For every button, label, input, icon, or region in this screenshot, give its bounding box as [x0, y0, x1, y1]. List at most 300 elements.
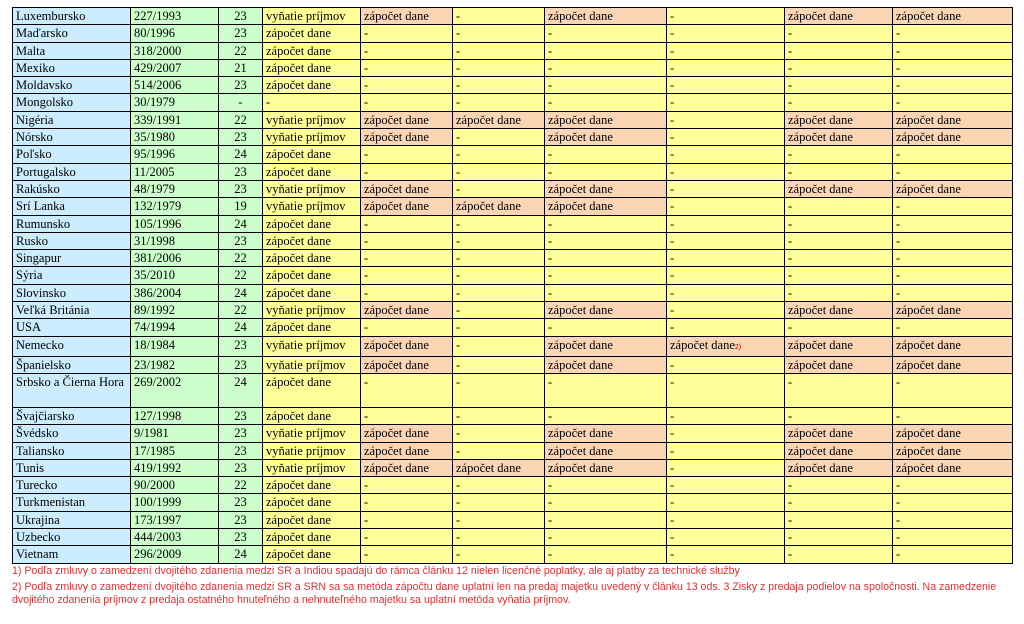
- income-c5-cell: [785, 232, 893, 249]
- law-number-cell: 35/2010: [131, 267, 219, 284]
- country-cell: Španielsko: [13, 356, 131, 373]
- income-c2-cell: [453, 302, 545, 319]
- income-c4-cell: [667, 407, 785, 424]
- income-c1-cell: [361, 425, 453, 442]
- method-cell: vyňatie príjmov: [263, 459, 361, 476]
- income-c1-cell: [361, 407, 453, 424]
- table-row: [13, 459, 1013, 476]
- cell-value: -: [896, 147, 901, 162]
- country-cell: Nemecko: [13, 336, 131, 356]
- article-cell: 23: [219, 529, 263, 546]
- income-c2-cell: [453, 59, 545, 76]
- method-cell: zápočet dane: [263, 284, 361, 301]
- cell-value: -: [670, 408, 675, 423]
- cell-value: zápočet dane: [548, 337, 613, 352]
- cell-value: -: [548, 233, 553, 248]
- treaty-table-wrapper: [12, 7, 1012, 607]
- income-c5-cell: [785, 494, 893, 511]
- law-number-cell: 17/1985: [131, 442, 219, 459]
- cell-value: zápočet dane: [364, 9, 429, 23]
- table-row: [13, 250, 1013, 267]
- cell-value: zápočet dane: [896, 443, 961, 458]
- table-row: [13, 129, 1013, 146]
- law-number-cell: 74/1994: [131, 319, 219, 336]
- article-cell: 23: [219, 77, 263, 94]
- country-cell: Švédsko: [13, 425, 131, 442]
- table-row: [13, 94, 1013, 111]
- cell-value: -: [670, 268, 675, 283]
- method-cell: vyňatie príjmov: [263, 356, 361, 373]
- method-cell: vyňatie príjmov: [263, 302, 361, 319]
- cell-value: -: [456, 164, 461, 179]
- income-c6-cell: [893, 336, 1013, 356]
- income-c3-cell: [545, 477, 667, 494]
- income-c1-cell: [361, 129, 453, 146]
- cell-value: -: [788, 495, 793, 510]
- income-c6-cell: [893, 459, 1013, 476]
- income-c2-cell: [453, 267, 545, 284]
- income-c3-cell: [545, 180, 667, 197]
- cell-value: -: [364, 26, 369, 41]
- income-c2-cell: [453, 336, 545, 356]
- cell-value: -: [456, 374, 461, 389]
- income-c3-cell: [545, 442, 667, 459]
- table-row: [13, 180, 1013, 197]
- country-cell: Taliansko: [13, 442, 131, 459]
- cell-value: -: [456, 478, 461, 493]
- cell-value: zápočet dane: [788, 426, 853, 441]
- income-c6-cell: [893, 77, 1013, 94]
- income-c5-cell: [785, 59, 893, 76]
- income-c5-cell: [785, 250, 893, 267]
- income-c3-cell: [545, 163, 667, 180]
- income-c1-cell: [361, 494, 453, 511]
- method-cell: zápočet dane: [263, 163, 361, 180]
- income-c4-cell: [667, 180, 785, 197]
- income-c4-cell: [667, 284, 785, 301]
- income-c2-cell: [453, 284, 545, 301]
- table-row: [13, 442, 1013, 459]
- income-c6-cell: [893, 425, 1013, 442]
- income-c1-cell: [361, 198, 453, 215]
- income-c3-cell: [545, 494, 667, 511]
- cell-value: -: [548, 78, 553, 93]
- cell-value: -: [896, 199, 901, 214]
- law-number-cell: 444/2003: [131, 529, 219, 546]
- income-c1-cell: [361, 94, 453, 111]
- table-row: [13, 232, 1013, 249]
- income-c5-cell: [785, 8, 893, 25]
- income-c3-cell: [545, 302, 667, 319]
- method-cell: zápočet dane: [263, 529, 361, 546]
- country-cell: Srí Lanka: [13, 198, 131, 215]
- cell-value: -: [670, 530, 675, 545]
- country-cell: Ukrajina: [13, 511, 131, 528]
- cell-value: -: [788, 408, 793, 423]
- income-c6-cell: [893, 302, 1013, 319]
- income-c4-cell: [667, 336, 785, 356]
- income-c6-cell: [893, 494, 1013, 511]
- income-c3-cell: [545, 319, 667, 336]
- article-cell: 23: [219, 8, 263, 25]
- cell-value: -: [456, 512, 461, 527]
- method-cell: zápočet dane: [263, 146, 361, 163]
- cell-value: -: [788, 268, 793, 283]
- cell-value: -: [456, 181, 461, 196]
- country-cell: Mongolsko: [13, 94, 131, 111]
- article-cell: -: [219, 94, 263, 111]
- article-cell: 23: [219, 442, 263, 459]
- cell-value: zápočet dane: [548, 199, 613, 214]
- cell-value: -: [896, 268, 901, 283]
- income-c5-cell: [785, 336, 893, 356]
- cell-value: -: [364, 478, 369, 493]
- country-cell: Nigéria: [13, 111, 131, 128]
- cell-value: -: [364, 78, 369, 93]
- table-body: [13, 8, 1013, 564]
- income-c1-cell: [361, 215, 453, 232]
- article-cell: 24: [219, 215, 263, 232]
- income-c3-cell: [545, 42, 667, 59]
- cell-value: -: [456, 60, 461, 75]
- income-c6-cell: [893, 94, 1013, 111]
- cell-value: -: [788, 285, 793, 300]
- cell-value: -: [670, 78, 675, 93]
- table-row: [13, 284, 1013, 301]
- table-row: [13, 267, 1013, 284]
- cell-value: -: [548, 512, 553, 527]
- cell-value: -: [456, 9, 461, 23]
- method-cell: vyňatie príjmov: [263, 336, 361, 356]
- income-c6-cell: [893, 111, 1013, 128]
- cell-value: -: [548, 43, 553, 58]
- country-cell: Švajčiarsko: [13, 407, 131, 424]
- cell-value: -: [896, 478, 901, 493]
- table-row: [13, 494, 1013, 511]
- cell-value: -: [364, 547, 369, 562]
- income-c1-cell: [361, 442, 453, 459]
- income-c4-cell: [667, 163, 785, 180]
- law-number-cell: 419/1992: [131, 459, 219, 476]
- cell-value: -: [456, 530, 461, 545]
- cell-value: zápočet dane: [456, 112, 521, 127]
- cell-value: -: [456, 251, 461, 266]
- income-c5-cell: [785, 146, 893, 163]
- cell-value: zápočet dane: [364, 199, 429, 214]
- income-c3-cell: [545, 25, 667, 42]
- cell-value: -: [896, 233, 901, 248]
- income-c4-cell: [667, 8, 785, 25]
- cell-value: -: [456, 268, 461, 283]
- cell-value: -: [670, 460, 675, 475]
- cell-value: -: [670, 147, 675, 162]
- cell-value: -: [456, 426, 461, 441]
- cell-value: zápočet dane: [896, 181, 961, 196]
- income-c3-cell: [545, 111, 667, 128]
- law-number-cell: 31/1998: [131, 232, 219, 249]
- article-cell: 23: [219, 425, 263, 442]
- cell-value: -: [548, 95, 553, 110]
- cell-value: -: [788, 147, 793, 162]
- cell-value: -: [670, 320, 675, 335]
- footnotes: [12, 565, 1012, 607]
- income-c5-cell: [785, 180, 893, 197]
- income-c4-cell: [667, 546, 785, 563]
- article-cell: 24: [219, 146, 263, 163]
- article-cell: 23: [219, 25, 263, 42]
- income-c2-cell: [453, 529, 545, 546]
- cell-value: -: [364, 495, 369, 510]
- income-c3-cell: [545, 373, 667, 407]
- cell-value: zápočet dane: [788, 9, 853, 23]
- cell-value: zápočet dane: [788, 112, 853, 127]
- cell-value: -: [670, 26, 675, 41]
- law-number-cell: 386/2004: [131, 284, 219, 301]
- income-c3-cell: [545, 250, 667, 267]
- income-c2-cell: [453, 198, 545, 215]
- method-cell: zápočet dane: [263, 232, 361, 249]
- cell-value: -: [896, 95, 901, 110]
- income-c3-cell: [545, 511, 667, 528]
- income-c2-cell: [453, 407, 545, 424]
- cell-value: -: [364, 320, 369, 335]
- income-c5-cell: [785, 198, 893, 215]
- cell-value: -: [896, 216, 901, 231]
- law-number-cell: 132/1979: [131, 198, 219, 215]
- cell-value: -: [364, 408, 369, 423]
- cell-value: -: [788, 26, 793, 41]
- country-cell: Rakúsko: [13, 180, 131, 197]
- table-row: [13, 319, 1013, 336]
- article-cell: 24: [219, 284, 263, 301]
- country-cell: Slovinsko: [13, 284, 131, 301]
- article-cell: 24: [219, 319, 263, 336]
- cell-value: zápočet dane: [788, 337, 853, 352]
- law-number-cell: 381/2006: [131, 250, 219, 267]
- table-row: [13, 356, 1013, 373]
- income-c2-cell: [453, 180, 545, 197]
- income-c4-cell: [667, 373, 785, 407]
- income-c6-cell: [893, 42, 1013, 59]
- cell-value: -: [548, 495, 553, 510]
- cell-value: -: [456, 26, 461, 41]
- cell-value: -: [896, 547, 901, 562]
- article-cell: 23: [219, 407, 263, 424]
- cell-value: zápočet dane: [896, 460, 961, 475]
- method-cell: vyňatie príjmov: [263, 198, 361, 215]
- cell-value: zápočet dane: [364, 357, 429, 372]
- income-c6-cell: [893, 129, 1013, 146]
- income-c6-cell: [893, 232, 1013, 249]
- income-c3-cell: [545, 425, 667, 442]
- cell-value: -: [670, 43, 675, 58]
- cell-value: -: [456, 216, 461, 231]
- income-c6-cell: [893, 163, 1013, 180]
- income-c3-cell: [545, 232, 667, 249]
- cell-value: -: [670, 495, 675, 510]
- income-c5-cell: [785, 511, 893, 528]
- income-c5-cell: [785, 42, 893, 59]
- country-cell: Singapur: [13, 250, 131, 267]
- income-c4-cell: [667, 425, 785, 442]
- income-c1-cell: [361, 77, 453, 94]
- law-number-cell: 18/1984: [131, 336, 219, 356]
- income-c3-cell: [545, 529, 667, 546]
- cell-value: -: [670, 443, 675, 458]
- income-c3-cell: [545, 267, 667, 284]
- cell-value: -: [548, 320, 553, 335]
- law-number-cell: 89/1992: [131, 302, 219, 319]
- cell-value: -: [364, 374, 369, 389]
- cell-value: -: [364, 60, 369, 75]
- cell-value: -: [548, 285, 553, 300]
- country-cell: Srbsko a Čierna Hora: [13, 373, 131, 407]
- law-number-cell: 269/2002: [131, 373, 219, 407]
- table-row: [13, 146, 1013, 163]
- income-c4-cell: [667, 250, 785, 267]
- income-c2-cell: [453, 77, 545, 94]
- income-c6-cell: [893, 267, 1013, 284]
- cell-value: zápočet dane: [788, 357, 853, 372]
- cell-value: -: [788, 320, 793, 335]
- law-number-cell: 48/1979: [131, 180, 219, 197]
- cell-value: -: [364, 216, 369, 231]
- cell-value: -: [670, 95, 675, 110]
- cell-value: -: [670, 181, 675, 196]
- cell-value: -: [364, 95, 369, 110]
- law-number-cell: 95/1996: [131, 146, 219, 163]
- income-c1-cell: [361, 180, 453, 197]
- income-c1-cell: [361, 59, 453, 76]
- article-cell: 23: [219, 356, 263, 373]
- cell-value: -: [788, 78, 793, 93]
- cell-value: -: [364, 512, 369, 527]
- income-c6-cell: [893, 146, 1013, 163]
- law-number-cell: 11/2005: [131, 163, 219, 180]
- income-c6-cell: [893, 442, 1013, 459]
- double-taxation-table: [12, 7, 1013, 564]
- income-c2-cell: [453, 250, 545, 267]
- cell-value: zápočet dane: [548, 181, 613, 196]
- method-cell: zápočet dane: [263, 77, 361, 94]
- country-cell: Turecko: [13, 477, 131, 494]
- income-c2-cell: [453, 319, 545, 336]
- cell-value: -: [364, 285, 369, 300]
- cell-value: zápočet dane: [364, 181, 429, 196]
- cell-value: -: [456, 495, 461, 510]
- country-cell: Uzbecko: [13, 529, 131, 546]
- income-c5-cell: [785, 407, 893, 424]
- income-c6-cell: [893, 59, 1013, 76]
- table-row: [13, 477, 1013, 494]
- method-cell: zápočet dane: [263, 267, 361, 284]
- income-c1-cell: [361, 356, 453, 373]
- income-c6-cell: [893, 511, 1013, 528]
- method-cell: zápočet dane: [263, 477, 361, 494]
- article-cell: 23: [219, 232, 263, 249]
- cell-value: -: [788, 251, 793, 266]
- table-row: [13, 42, 1013, 59]
- income-c2-cell: [453, 8, 545, 25]
- income-c6-cell: [893, 546, 1013, 563]
- cell-value: -: [788, 199, 793, 214]
- table-row: [13, 77, 1013, 94]
- income-c2-cell: [453, 477, 545, 494]
- income-c2-cell: [453, 511, 545, 528]
- law-number-cell: 514/2006: [131, 77, 219, 94]
- article-cell: 23: [219, 494, 263, 511]
- table-row: [13, 8, 1013, 25]
- income-c3-cell: [545, 146, 667, 163]
- cell-value: -: [670, 9, 675, 23]
- cell-value: zápočet dane: [670, 337, 735, 352]
- method-cell: vyňatie príjmov: [263, 129, 361, 146]
- cell-value: -: [896, 320, 901, 335]
- table-row: [13, 407, 1013, 424]
- cell-value: -: [456, 43, 461, 58]
- income-c4-cell: [667, 77, 785, 94]
- table-row: [13, 198, 1013, 215]
- income-c5-cell: [785, 356, 893, 373]
- income-c4-cell: [667, 94, 785, 111]
- footnote-ref: 2): [734, 343, 742, 351]
- income-c5-cell: [785, 215, 893, 232]
- income-c3-cell: [545, 59, 667, 76]
- table-row: [13, 25, 1013, 42]
- method-cell: vyňatie príjmov: [263, 8, 361, 25]
- article-cell: 22: [219, 267, 263, 284]
- income-c1-cell: [361, 373, 453, 407]
- method-cell: zápočet dane: [263, 494, 361, 511]
- income-c6-cell: [893, 180, 1013, 197]
- method-cell: zápočet dane: [263, 407, 361, 424]
- cell-value: -: [548, 26, 553, 41]
- cell-value: -: [788, 530, 793, 545]
- cell-value: -: [788, 43, 793, 58]
- cell-value: zápočet dane: [364, 443, 429, 458]
- income-c4-cell: [667, 267, 785, 284]
- article-cell: 22: [219, 250, 263, 267]
- article-cell: 23: [219, 129, 263, 146]
- income-c6-cell: [893, 477, 1013, 494]
- cell-value: -: [548, 408, 553, 423]
- cell-value: -: [670, 130, 675, 145]
- cell-value: -: [788, 547, 793, 562]
- cell-value: zápočet dane: [788, 443, 853, 458]
- cell-value: -: [364, 233, 369, 248]
- country-cell: Vietnam: [13, 546, 131, 563]
- country-cell: Tunis: [13, 459, 131, 476]
- income-c1-cell: [361, 546, 453, 563]
- income-c1-cell: [361, 336, 453, 356]
- cell-value: -: [896, 164, 901, 179]
- income-c2-cell: [453, 146, 545, 163]
- cell-value: -: [788, 374, 793, 389]
- cell-value: -: [670, 112, 675, 127]
- law-number-cell: 90/2000: [131, 477, 219, 494]
- income-c5-cell: [785, 319, 893, 336]
- income-c1-cell: [361, 111, 453, 128]
- income-c1-cell: [361, 284, 453, 301]
- income-c4-cell: [667, 529, 785, 546]
- cell-value: zápočet dane: [548, 9, 613, 23]
- income-c6-cell: [893, 407, 1013, 424]
- table-row: [13, 511, 1013, 528]
- cell-value: -: [788, 95, 793, 110]
- law-number-cell: 227/1993: [131, 8, 219, 25]
- income-c1-cell: [361, 163, 453, 180]
- cell-value: zápočet dane: [788, 130, 853, 145]
